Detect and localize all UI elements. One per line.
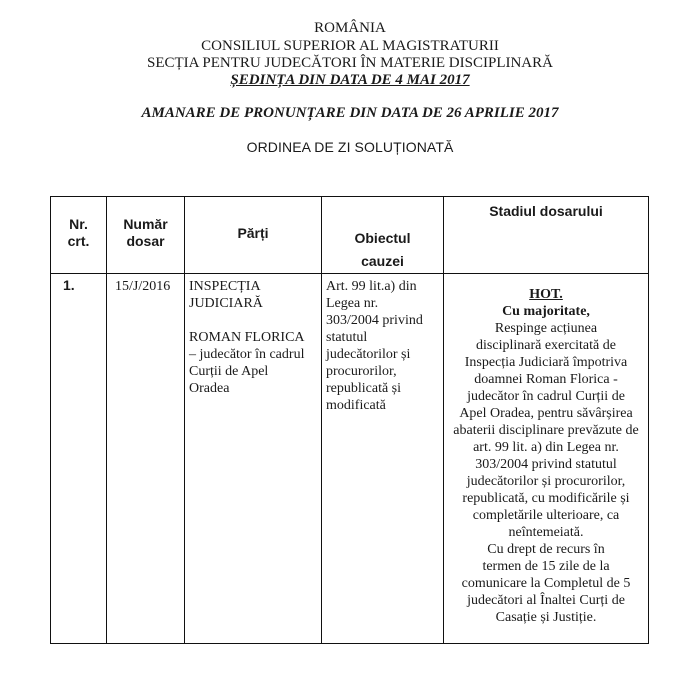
parti-line: Curții de Apel: [189, 364, 269, 379]
stadiu-line: comunicare la Completul de 5: [461, 576, 631, 591]
row-nr-cell: [51, 274, 107, 644]
header-parti: [185, 197, 322, 274]
stadiu-hot: HOT.: [529, 287, 563, 302]
stadiu-content: [444, 274, 648, 630]
header-dosar-label: dosar: [126, 233, 165, 249]
stadiu-line: 303/2004 privind statutul: [475, 457, 617, 472]
header-numar-label: Număr: [123, 216, 168, 232]
parti-line: Oradea: [189, 381, 230, 396]
stadiu-line: completările ulterioare, ca: [472, 508, 620, 523]
header-cauzei-label: cauzei: [361, 253, 404, 269]
row-obiect-cell: [322, 274, 444, 644]
stadiu-line: Casație și Justiție.: [495, 610, 597, 625]
stadiu-line: art. 99 lit. a) din Legea nr.: [473, 440, 619, 455]
header-postponement: AMANARE DE PRONUNȚARE DIN DATA DE 26 APRILIE 2017: [141, 105, 559, 121]
header-stadiul-dosarului: [444, 197, 649, 274]
parti-line: – judecător în cadrul: [189, 347, 305, 362]
header-session-date: ȘEDINȚA DIN DATA DE 4 MAI 2017: [230, 72, 470, 88]
stadiu-line: termen de 15 zile de la: [482, 559, 610, 574]
stadiu-line: Apel Oradea, pentru săvârșirea: [459, 406, 633, 421]
obiect-line: statutul: [326, 330, 368, 345]
row-stadiu-cell: [444, 274, 649, 644]
row-dosar: 15/J/2016: [115, 279, 171, 294]
parti-spacer: [189, 312, 317, 329]
obiect-line: republicată și: [326, 381, 402, 396]
stadiu-line: republicată, cu modificările și: [462, 491, 630, 506]
stadiu-line: Cu drept de recurs în: [487, 542, 605, 557]
row-nr: 1.: [63, 277, 75, 293]
header-section: SECȚIA PENTRU JUDECĂTORI ÎN MATERIE DISCIPLINARĂ: [147, 55, 553, 71]
agenda-table: [50, 196, 649, 644]
header-stadiu-label: Stadiul dosarului: [489, 203, 603, 219]
header-nr-crt: [51, 197, 107, 274]
stadiu-line: judecători al Înaltei Curți de: [467, 593, 625, 608]
header-parti-label: Părți: [237, 225, 269, 241]
obiect-line: 303/2004 privind: [326, 313, 423, 328]
parti-line: ROMAN FLORICA: [189, 330, 305, 345]
header-crt-label: crt.: [67, 233, 90, 249]
parti-line: INSPECȚIA: [189, 279, 261, 294]
stadiu-majority: Cu majoritate,: [502, 304, 590, 319]
stadiu-line: disciplinară exercitată de: [476, 338, 616, 353]
header-numar-dosar: [107, 197, 185, 274]
table-row: [51, 274, 649, 644]
stadiu-line: neîntemeiată.: [508, 525, 584, 540]
obiect-line: judecătorilor și: [326, 347, 411, 362]
stadiu-line: doamnei Roman Florica -: [474, 372, 618, 387]
header-nr-label: Nr.: [69, 216, 88, 232]
stadiu-line: judecătorilor și procurorilor,: [466, 474, 626, 489]
header-obiectul-cauzei: [322, 197, 444, 274]
header-country: ROMÂNIA: [314, 20, 386, 36]
header-obiectul-label: Obiectul: [354, 230, 411, 246]
stadiu-line: Respinge acțiunea: [494, 321, 598, 336]
obiect-line: Legea nr.: [326, 296, 379, 311]
obiect-line: procurorilor,: [326, 364, 397, 379]
obiect-line: Art. 99 lit.a) din: [326, 279, 417, 294]
stadiu-line: abaterii disciplinare prevăzute de: [453, 423, 639, 438]
obiect-line: modificată: [326, 398, 386, 413]
parti-line: JUDICIARĂ: [189, 296, 263, 311]
header-council: CONSILIUL SUPERIOR AL MAGISTRATURII: [201, 38, 499, 54]
header-agenda-title: ORDINEA DE ZI SOLUȚIONATĂ: [246, 139, 454, 155]
stadiu-line: judecător în cadrul Curții de: [467, 389, 625, 404]
row-parti-cell: [185, 274, 322, 644]
table-header-row: [51, 197, 649, 274]
row-dosar-cell: [107, 274, 185, 644]
stadiu-line: Inspecția Judiciară împotriva: [464, 355, 628, 370]
